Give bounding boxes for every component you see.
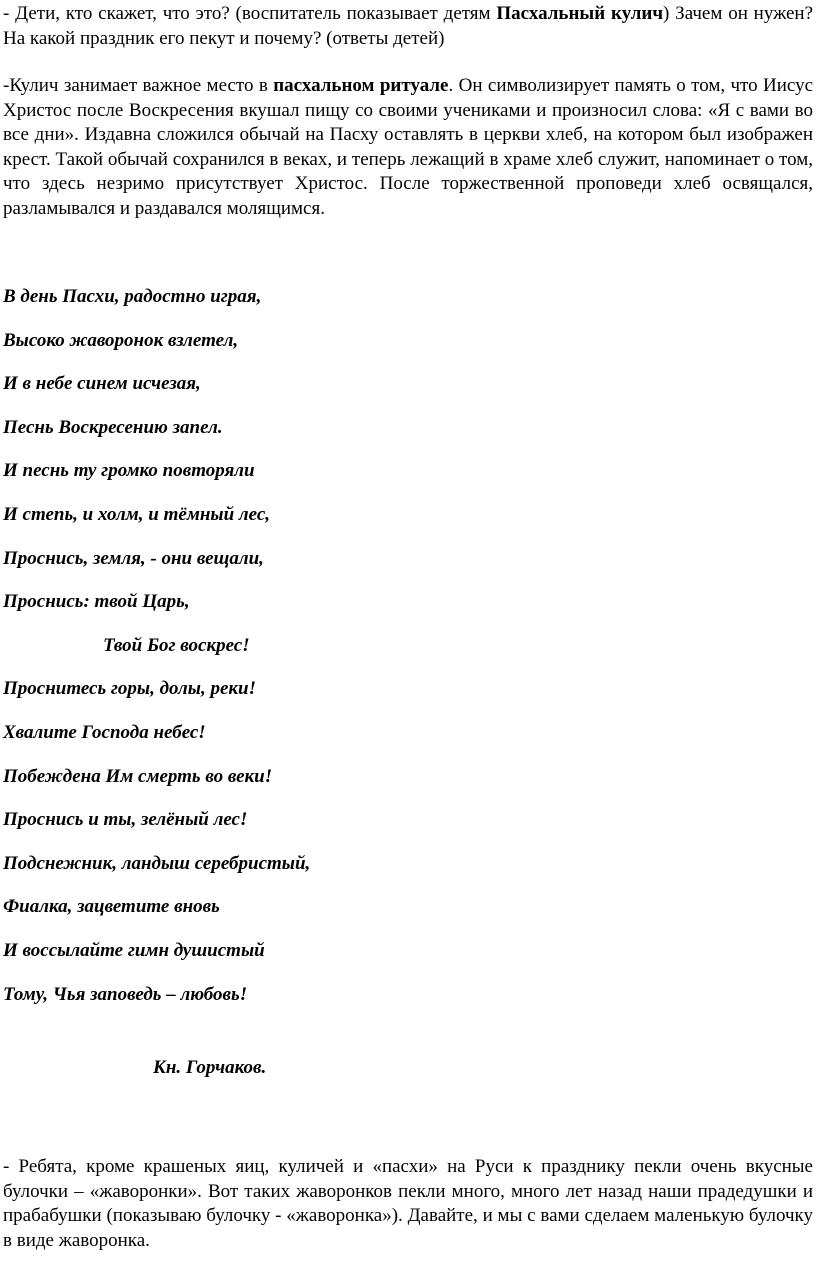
poem-line: Проснитесь горы, долы, реки! xyxy=(3,678,257,700)
intro-bold-kulich: Пасхальный кулич xyxy=(496,3,664,24)
poem-line: И песнь ту громко повторяли xyxy=(3,460,255,482)
poem xyxy=(3,285,803,1026)
poem-line: Фиалка, зацветите вновь xyxy=(3,896,220,918)
kulich-text-part2: . Он символизирует память о том, что Иисус Христос после Воскресения вкушал пищу со своими учениками и произносил слова: «Я с вами во все дни». Издавна сложился обычай на Пасху оставлять в церкви хлеб, на котором был изображен крест. Такой обычай сохранился в веках, и теперь лежащий в храме хлеб служит, напоминает о том, что здесь незримо присутствует Христос. После торжественной проповеди хлеб освящался, разламывался и раздавался молящимся. xyxy=(3,75,813,219)
poem-line: Проснись и ты, зелёный лес! xyxy=(3,809,248,831)
intro-paragraph xyxy=(3,2,813,51)
poem-line: Тому, Чья заповедь – любовь! xyxy=(3,983,248,1005)
poem-author: Кн. Горчаков. xyxy=(153,1057,267,1078)
kulich-bold-ritual: пасхальном ритуале xyxy=(273,75,449,96)
closing-paragraph: - Ребята, кроме крашеных яиц, куличей и «пасхи» на Руси к празднику пекли очень вкусные булочки – «жаворонки». Вот таких жаворонков пекли много, много лет назад наши прадедушки и прабабушки (показываю булочку - «жаворонка»). Давайте, и мы с вами сделаем маленькую булочку в виде жаворонка. xyxy=(3,1156,813,1251)
poem-line: И в небе синем исчезая, xyxy=(3,373,201,395)
poem-line: Хвалите Господа небес! xyxy=(3,721,206,743)
poem-line: Проснись: твой Царь, xyxy=(3,591,190,613)
poem-line: И воссылайте гимн душистый xyxy=(3,939,265,961)
poem-line: Подснежник, ландыш серебристый, xyxy=(3,852,311,874)
poem-line: Песнь Воскресению запел. xyxy=(3,416,223,438)
poem-line: Высоко жаворонок взлетел, xyxy=(3,329,239,351)
kulich-text-part1: -Кулич занимает важное место в xyxy=(3,75,274,96)
kulich-paragraph xyxy=(3,74,813,221)
poem-line: Проснись, земля, - они вещали, xyxy=(3,547,264,569)
poem-line: В день Пасхи, радостно играя, xyxy=(3,286,262,307)
poem-line: И степь, и холм, и тёмный лес, xyxy=(3,503,271,525)
intro-text-part1: - Дети, кто скажет, что это? (воспитатель показывает детям xyxy=(3,3,497,24)
intro-text-part2: ) Зачем он нужен? На какой праздник его пекут и почему? (ответы детей) xyxy=(3,3,814,49)
poem-line: Побеждена Им смерть во веки! xyxy=(3,765,273,787)
poem-line: Твой Бог воскрес! xyxy=(103,634,250,656)
